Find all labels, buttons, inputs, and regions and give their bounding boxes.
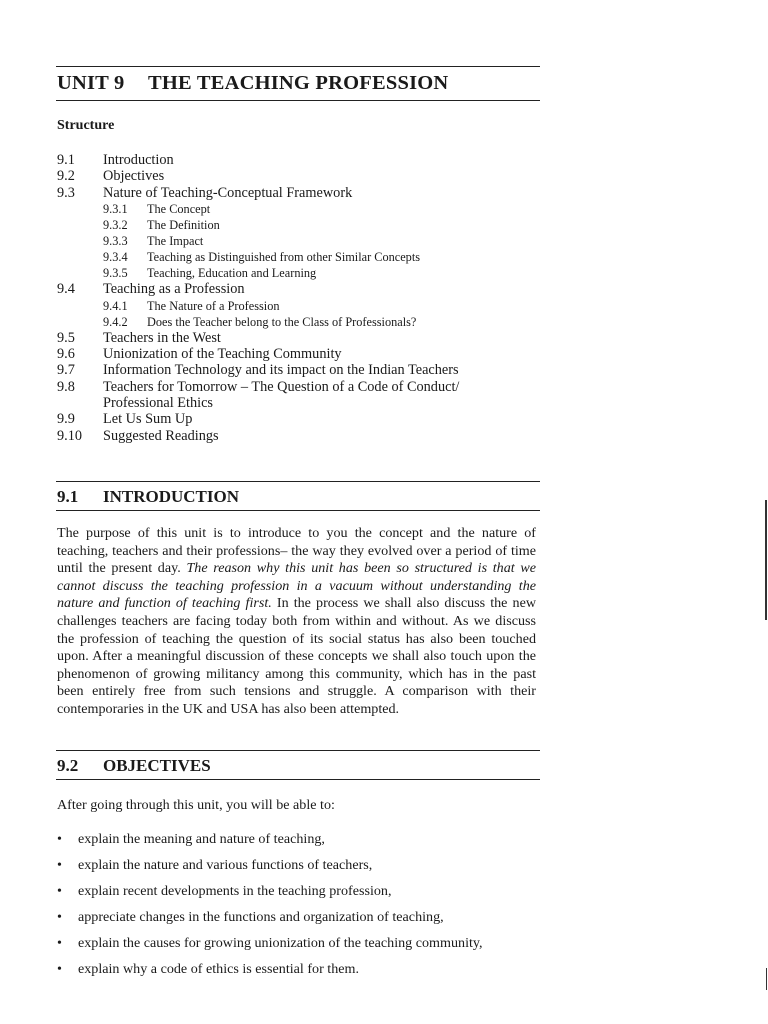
toc-item xyxy=(57,362,541,378)
scan-edge-mark xyxy=(765,500,767,620)
toc-number: 9.10 xyxy=(57,427,83,444)
toc-text: The Impact xyxy=(147,234,204,249)
toc-subitem xyxy=(57,265,541,281)
intro-bottom-rule xyxy=(56,510,540,511)
toc-text: Let Us Sum Up xyxy=(103,411,193,428)
list-item-text: explain the causes for growing unionization of the teaching community, xyxy=(78,935,483,951)
toc-number: 9.2 xyxy=(57,168,75,185)
toc-subitem xyxy=(57,233,541,249)
section-title: OBJECTIVES xyxy=(103,756,211,775)
list-item xyxy=(57,961,537,987)
toc-text: The Definition xyxy=(147,217,220,232)
title-bottom-rule xyxy=(56,100,540,101)
list-item xyxy=(57,831,537,857)
toc-text: Information Technology and its impact on the Indian Teachers xyxy=(103,362,459,379)
toc-number: 9.3.4 xyxy=(103,250,128,265)
toc-number: 9.1 xyxy=(57,152,75,168)
intro-text-1: The purpose of this unit is to introduce to you the concept and the nature of teaching, teachers and their professions– the way they evolved over a period of time until the present day. xyxy=(57,525,536,577)
bullet-icon: • xyxy=(57,883,62,899)
toc-item xyxy=(57,168,541,184)
toc-item xyxy=(57,330,541,346)
objectives-heading xyxy=(57,756,211,776)
toc-text: Objectives xyxy=(103,168,165,185)
intro-heading xyxy=(57,487,239,507)
toc-item xyxy=(57,346,541,362)
toc-item xyxy=(57,281,541,297)
intro-text-italic: The reason why this unit has been so structured is that we cannot discuss the teaching profession in a vacuum without understanding the nature and function of teaching first. xyxy=(57,560,536,612)
objectives-bottom-rule xyxy=(56,779,540,780)
toc-item xyxy=(57,152,541,168)
title-top-rule xyxy=(56,66,540,67)
toc-number: 9.3.5 xyxy=(103,266,128,281)
toc-text: Teaching as Distinguished from other Similar Concepts xyxy=(147,250,421,265)
list-item-text: explain why a code of ethics is essential for them. xyxy=(78,961,360,977)
toc-text: The Concept xyxy=(147,201,211,216)
toc-number: 9.8 xyxy=(57,378,75,395)
toc-text: Teaching as a Profession xyxy=(103,281,245,298)
toc-subitem xyxy=(57,314,541,330)
section-title: INTRODUCTION xyxy=(103,487,240,506)
unit-title-text: THE TEACHING PROFESSION xyxy=(148,72,449,94)
bullet-icon: • xyxy=(57,857,62,873)
toc-item xyxy=(57,428,541,444)
toc-subitem xyxy=(57,249,541,265)
toc-number: 9.4 xyxy=(57,281,75,298)
toc-number: 9.3.3 xyxy=(103,234,128,249)
intro-paragraph xyxy=(57,525,536,719)
toc-text: Teaching, Education and Learning xyxy=(147,266,317,281)
toc-text: Introduction xyxy=(103,152,174,168)
toc-item xyxy=(57,411,541,427)
list-item-text: explain the nature and various functions of teachers, xyxy=(78,857,373,873)
toc-item xyxy=(57,379,541,395)
toc-number: 9.7 xyxy=(57,362,75,379)
list-item xyxy=(57,883,537,909)
toc-text: Does the Teacher belong to the Class of Professionals? xyxy=(147,314,417,329)
toc-number: 9.4.1 xyxy=(103,298,128,313)
bullet-icon: • xyxy=(57,935,62,951)
toc-text: Nature of Teaching-Conceptual Framework xyxy=(103,184,353,201)
toc-text: Teachers for Tomorrow – The Question of a Code of Conduct/ xyxy=(103,378,460,395)
toc-number: 9.6 xyxy=(57,346,75,363)
section-number: 9.2 xyxy=(57,756,79,775)
objectives-top-rule xyxy=(56,750,540,751)
section-number: 9.1 xyxy=(57,487,79,506)
bullet-icon: • xyxy=(57,909,62,925)
scan-edge-mark xyxy=(766,968,767,990)
toc-number: 9.3 xyxy=(57,184,75,201)
intro-text-2: In the process we shall also discuss the new challenges teachers are facing today both from within and without. As we discuss the profession of teaching the question of its social status has also been touched upon. After a meaningful discussion of these concepts we shall also touch upon the phenomenon of growing militancy among this community, which has in the past been entirely free from such tensions and struggle. A comparison with their contemporaries in the UK and USA has also been attempted. xyxy=(57,595,536,717)
list-item-text: appreciate changes in the functions and organization of teaching, xyxy=(78,909,444,925)
structure-list xyxy=(57,152,541,444)
unit-number: UNIT 9 xyxy=(57,72,125,94)
intro-top-rule xyxy=(56,481,540,482)
toc-number: 9.4.2 xyxy=(103,314,128,329)
objectives-list xyxy=(57,831,537,987)
toc-text: Teachers in the West xyxy=(103,329,221,346)
list-item-text: explain recent developments in the teaching profession, xyxy=(78,883,392,899)
objectives-intro: After going through this unit, you will be able to: xyxy=(57,797,335,813)
toc-text: The Nature of a Profession xyxy=(147,298,280,313)
list-item xyxy=(57,909,537,935)
unit-title xyxy=(57,72,448,95)
toc-item-continuation xyxy=(57,395,541,411)
bullet-icon: • xyxy=(57,831,62,847)
list-item xyxy=(57,935,537,961)
toc-subitem xyxy=(57,298,541,314)
list-item xyxy=(57,857,537,883)
toc-number: 9.3.2 xyxy=(103,217,128,232)
toc-item xyxy=(57,185,541,201)
list-item-text: explain the meaning and nature of teaching, xyxy=(78,831,325,847)
toc-text: Professional Ethics xyxy=(103,395,213,412)
structure-label: Structure xyxy=(57,118,115,133)
toc-subitem xyxy=(57,201,541,217)
toc-number: 9.5 xyxy=(57,329,75,346)
bullet-icon: • xyxy=(57,961,62,977)
toc-text: Suggested Readings xyxy=(103,427,219,444)
toc-number: 9.9 xyxy=(57,411,75,428)
toc-text: Unionization of the Teaching Community xyxy=(103,346,342,363)
toc-subitem xyxy=(57,217,541,233)
toc-number: 9.3.1 xyxy=(103,201,128,216)
